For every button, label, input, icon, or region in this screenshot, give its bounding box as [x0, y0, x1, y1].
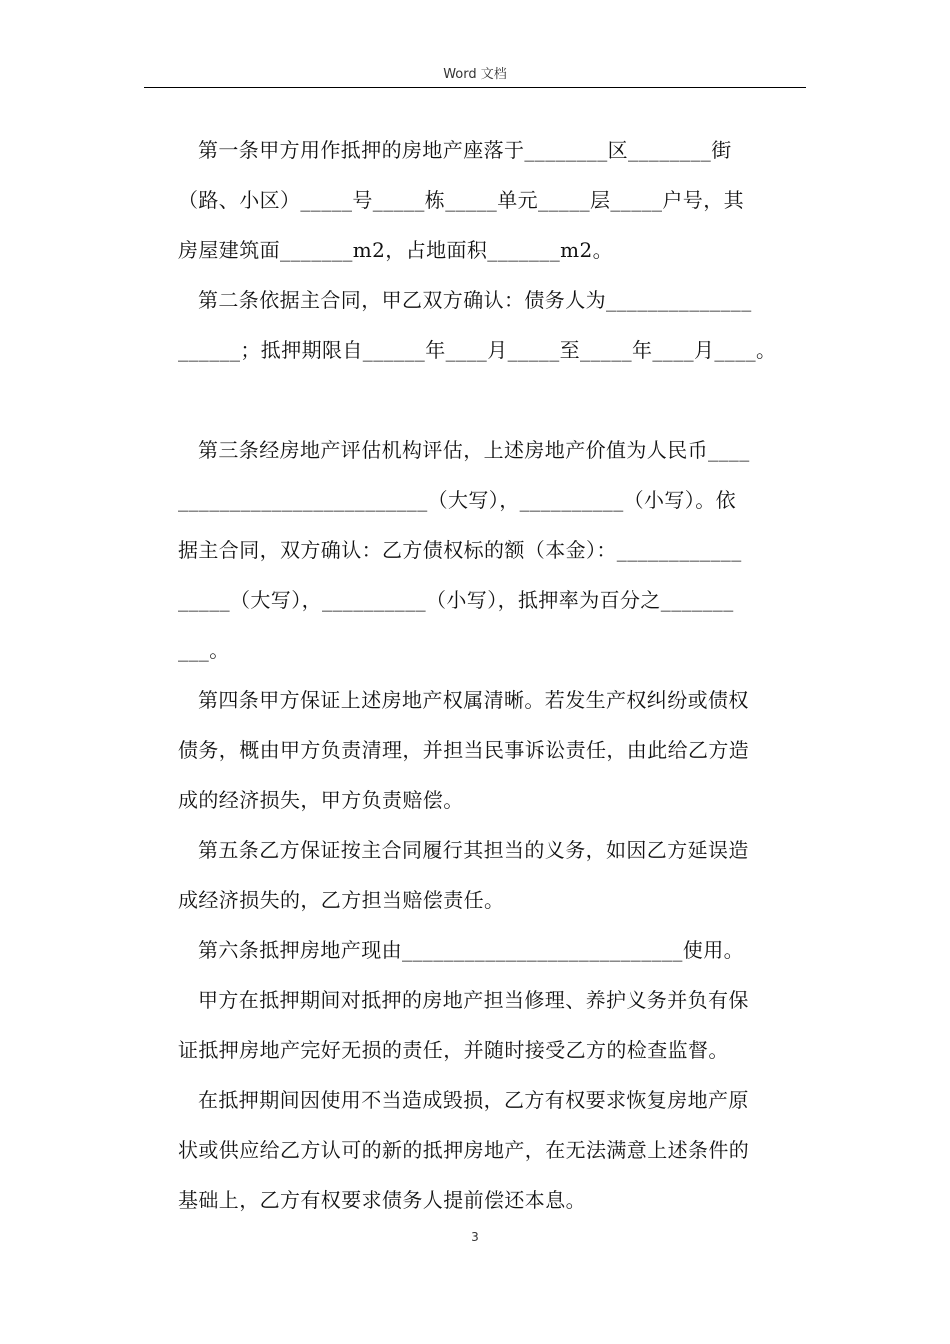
- header-divider: [144, 87, 806, 88]
- article-5-line-1: 第五条乙方保证按主合同履行其担当的义务，如因乙方延误造: [198, 838, 749, 862]
- article-4-line-3: 成的经济损失，甲方负责赔偿。: [178, 788, 464, 812]
- article-4-line-2: 债务，概由甲方负责清理，并担当民事诉讼责任，由此给乙方造: [178, 738, 750, 762]
- article-3-line-1: 第三条经房地产评估机构评估，上述房地产价值为人民币____: [198, 438, 750, 462]
- article-3-line-2: ________________________（大写），__________（小写）。依: [178, 488, 736, 512]
- article-2-line-2: ______；抵押期限自______年____月_____至_____年____月____。: [178, 338, 777, 362]
- article-6-para-2-line-2: 证抵押房地产完好无损的责任，并随时接受乙方的检查监督。: [178, 1038, 729, 1062]
- article-4-line-1: 第四条甲方保证上述房地产权属清晰。若发生产权纠纷或债权: [198, 688, 749, 712]
- article-5-line-2: 成经济损失的，乙方担当赔偿责任。: [178, 888, 505, 912]
- page-number: 3: [471, 1230, 479, 1244]
- article-3-line-4: _____（大写），__________（小写），抵押率为百分之_______: [178, 588, 734, 612]
- article-6-para-2-line-1: 甲方在抵押期间对抵押的房地产担当修理、养护义务并负有保: [198, 988, 749, 1012]
- page-header: Word 文档: [443, 67, 507, 82]
- article-6-line-1: 第六条抵押房地产现由___________________________使用。: [198, 938, 744, 962]
- article-1-line-1: 第一条甲方用作抵押的房地产座落于________区________街: [198, 138, 732, 162]
- article-6-para-3-line-2: 状或供应给乙方认可的新的抵押房地产，在无法满意上述条件的: [178, 1138, 750, 1162]
- document-body: [178, 125, 806, 1225]
- article-1-line-2: （路、小区）_____号_____栋_____单元_____层_____户号，其: [178, 188, 744, 212]
- article-3-line-3: 据主合同，双方确认：乙方债权标的额（本金）：____________: [178, 538, 742, 562]
- article-1-line-3: 房屋建筑面_______m2，占地面积_______m2。: [178, 238, 613, 262]
- article-3-line-5: ___。: [178, 638, 230, 662]
- article-6-para-3-line-3: 基础上，乙方有权要求债务人提前偿还本息。: [178, 1188, 586, 1212]
- article-2-line-1: 第二条依据主合同，甲乙双方确认：债务人为______________: [198, 288, 752, 312]
- article-6-para-3-line-1: 在抵押期间因使用不当造成毁损，乙方有权要求恢复房地产原: [198, 1088, 749, 1112]
- blank-line: [178, 375, 806, 425]
